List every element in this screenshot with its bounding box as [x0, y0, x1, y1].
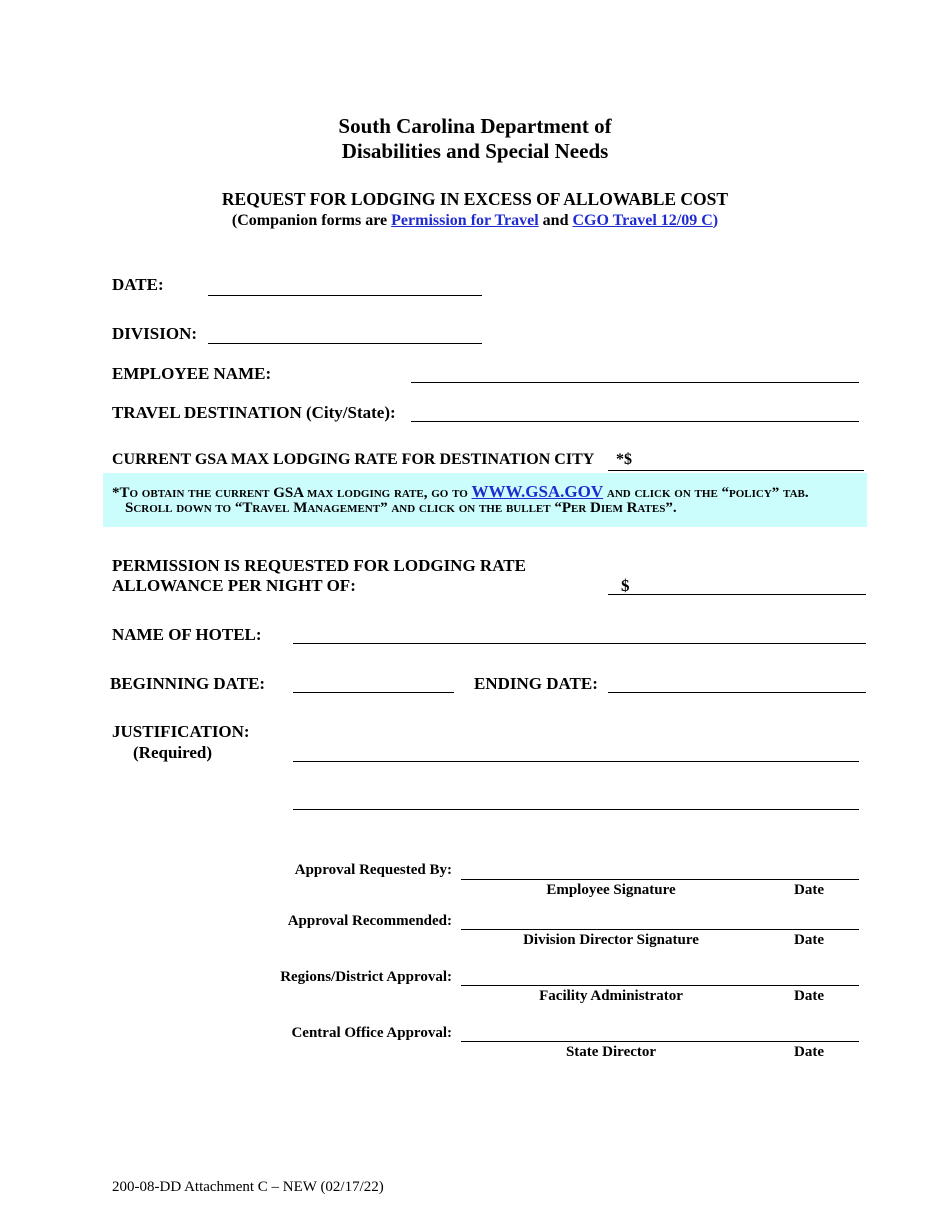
date-field[interactable] — [208, 295, 482, 296]
ending-date-label: ENDING DATE: — [474, 674, 598, 693]
employee-name-field[interactable] — [411, 382, 859, 383]
hotel-label: NAME OF HOTEL: — [112, 625, 262, 644]
justification-field-line1[interactable] — [293, 761, 859, 762]
division-director-signature-caption: Division Director Signature — [523, 932, 699, 948]
permission-for-travel-link[interactable]: Permission for Travel — [391, 212, 539, 229]
division-field[interactable] — [208, 343, 482, 344]
date-label: DATE: — [112, 275, 164, 294]
employee-date-caption: Date — [794, 882, 824, 898]
note-line1-after: and click on the “policy” tab. — [603, 485, 809, 501]
beginning-date-field[interactable] — [293, 692, 454, 693]
regions-district-approval-label: Regions/District Approval: — [280, 969, 452, 985]
gsa-instructions-note — [103, 473, 867, 527]
justification-required: (Required) — [133, 743, 213, 762]
gsa-rate-prefix: *$ — [616, 451, 632, 468]
approval-recommended-label: Approval Recommended: — [287, 913, 452, 929]
gsa-website-link[interactable]: WWW.GSA.GOV — [471, 482, 604, 501]
state-director-date-caption: Date — [794, 1044, 824, 1060]
facility-administrator-date-caption: Date — [794, 988, 824, 1004]
hotel-field[interactable] — [293, 643, 866, 644]
note-line2: Scroll down to “Travel Management” and click on the bullet “Per Diem Rates”. — [125, 500, 677, 516]
gsa-rate-label: CURRENT GSA MAX LODGING RATE FOR DESTINATION CITY — [112, 451, 595, 468]
division-director-date-caption: Date — [794, 932, 824, 948]
companion-suffix: ) — [712, 212, 719, 229]
note-line1-before: *To obtain the current GSA max lodging rate, go to — [112, 485, 472, 501]
companion-forms-line — [0, 212, 950, 230]
employee-signature-field[interactable] — [461, 879, 859, 880]
beginning-date-label: BEGINNING DATE: — [110, 674, 266, 693]
note-line1 — [112, 482, 809, 502]
justification-field-line2[interactable] — [293, 809, 859, 810]
permission-rate-field[interactable] — [608, 594, 866, 595]
permission-line1: PERMISSION IS REQUESTED FOR LODGING RATE — [112, 556, 526, 575]
employee-name-label: EMPLOYEE NAME: — [112, 364, 272, 383]
state-director-caption: State Director — [565, 1044, 657, 1060]
form-number-footer: 200-08-DD Attachment C – NEW (02/17/22) — [112, 1179, 384, 1195]
state-director-signature-field[interactable] — [461, 1041, 859, 1042]
companion-prefix: (Companion forms are — [231, 212, 392, 229]
org-name-line2: Disabilities and Special Needs — [341, 139, 609, 163]
justification-label: JUSTIFICATION: — [112, 722, 250, 741]
travel-destination-field[interactable] — [411, 421, 859, 422]
permission-prefix: $ — [621, 576, 630, 595]
companion-and: and — [538, 212, 573, 229]
travel-destination-label: TRAVEL DESTINATION (City/State): — [112, 403, 396, 422]
facility-administrator-caption: Facility Administrator — [539, 988, 683, 1004]
division-label: DIVISION: — [112, 324, 198, 343]
approval-requested-label: Approval Requested By: — [294, 862, 452, 878]
ending-date-field[interactable] — [608, 692, 866, 693]
gsa-rate-field[interactable] — [608, 470, 864, 471]
employee-signature-caption: Employee Signature — [546, 882, 676, 898]
central-office-approval-label: Central Office Approval: — [291, 1025, 452, 1041]
division-director-signature-field[interactable] — [461, 929, 859, 930]
cgo-travel-link[interactable]: CGO Travel 12/09 C — [572, 212, 713, 229]
permission-line2: ALLOWANCE PER NIGHT OF: — [112, 576, 356, 595]
org-name-line1: South Carolina Department of — [338, 114, 612, 138]
form-title: REQUEST FOR LODGING IN EXCESS OF ALLOWABLE COST — [221, 189, 729, 209]
facility-administrator-signature-field[interactable] — [461, 985, 859, 986]
